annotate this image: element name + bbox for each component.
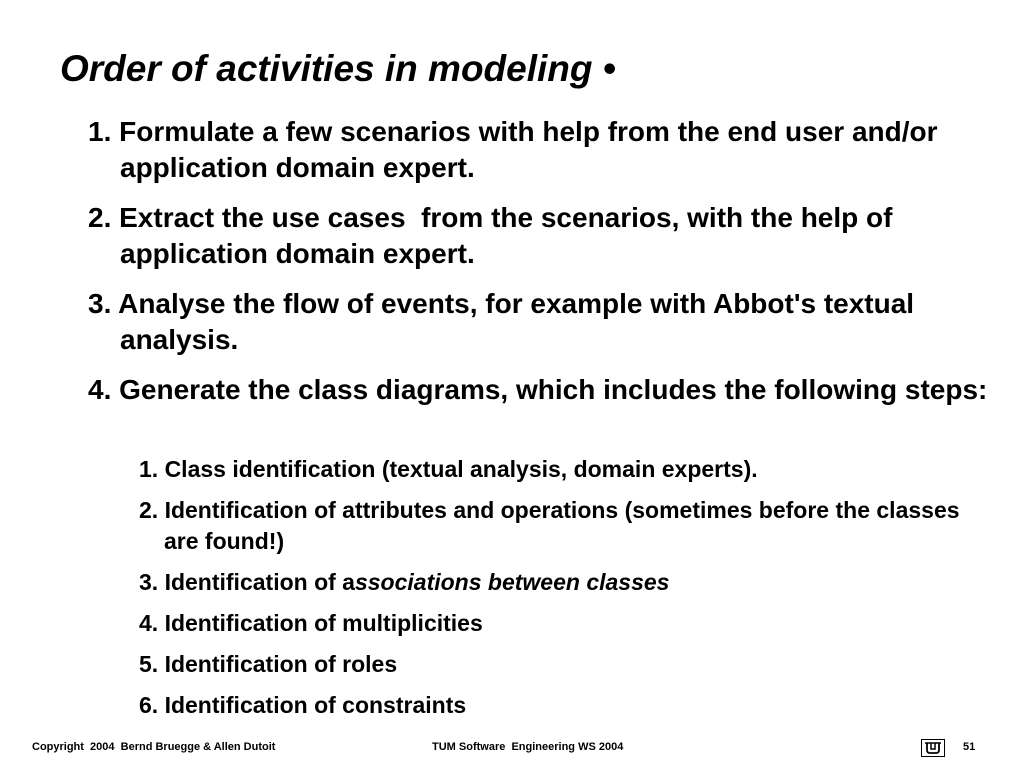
substep-3 xyxy=(139,567,999,598)
tum-logo-glyph xyxy=(924,741,942,755)
footer-copyright: Copyright 2004 Bernd Bruegge & Allen Dutoit xyxy=(32,741,276,753)
substep-3-prefix: 3. Identification of a xyxy=(139,569,355,595)
class-diagram-substeps xyxy=(139,454,999,731)
activity-step-4: 4. Generate the class diagrams, which includes the following steps: xyxy=(88,374,988,405)
footer-course: TUM Software Engineering WS 2004 xyxy=(432,741,624,753)
substep-5: 5. Identification of roles xyxy=(139,651,398,677)
slide-title: Order of activities in modeling • xyxy=(60,48,616,89)
activity-step-2: 2. Extract the use cases from the scenarios, with the help of application domain expert. xyxy=(88,202,909,269)
substep-4: 4. Identification of multiplicities xyxy=(139,610,483,636)
substep-3-italic: ssociations between classes xyxy=(354,569,670,595)
tum-logo-icon xyxy=(921,739,945,757)
substep-6: 6. Identification of constraints xyxy=(139,692,467,718)
activity-step-3: 3. Analyse the flow of events, for example with Abbot's textual analysis. xyxy=(88,288,922,355)
substep-1: 1. Class identification (textual analysis, domain experts). xyxy=(139,456,758,482)
activity-step-1: 1. Formulate a few scenarios with help from the end user and/or application domain expert. xyxy=(88,116,946,183)
page-number: 51 xyxy=(963,741,976,753)
activity-list xyxy=(88,114,988,422)
substep-2: 2. Identification of attributes and operations (sometimes before the classes are found!) xyxy=(139,497,966,554)
